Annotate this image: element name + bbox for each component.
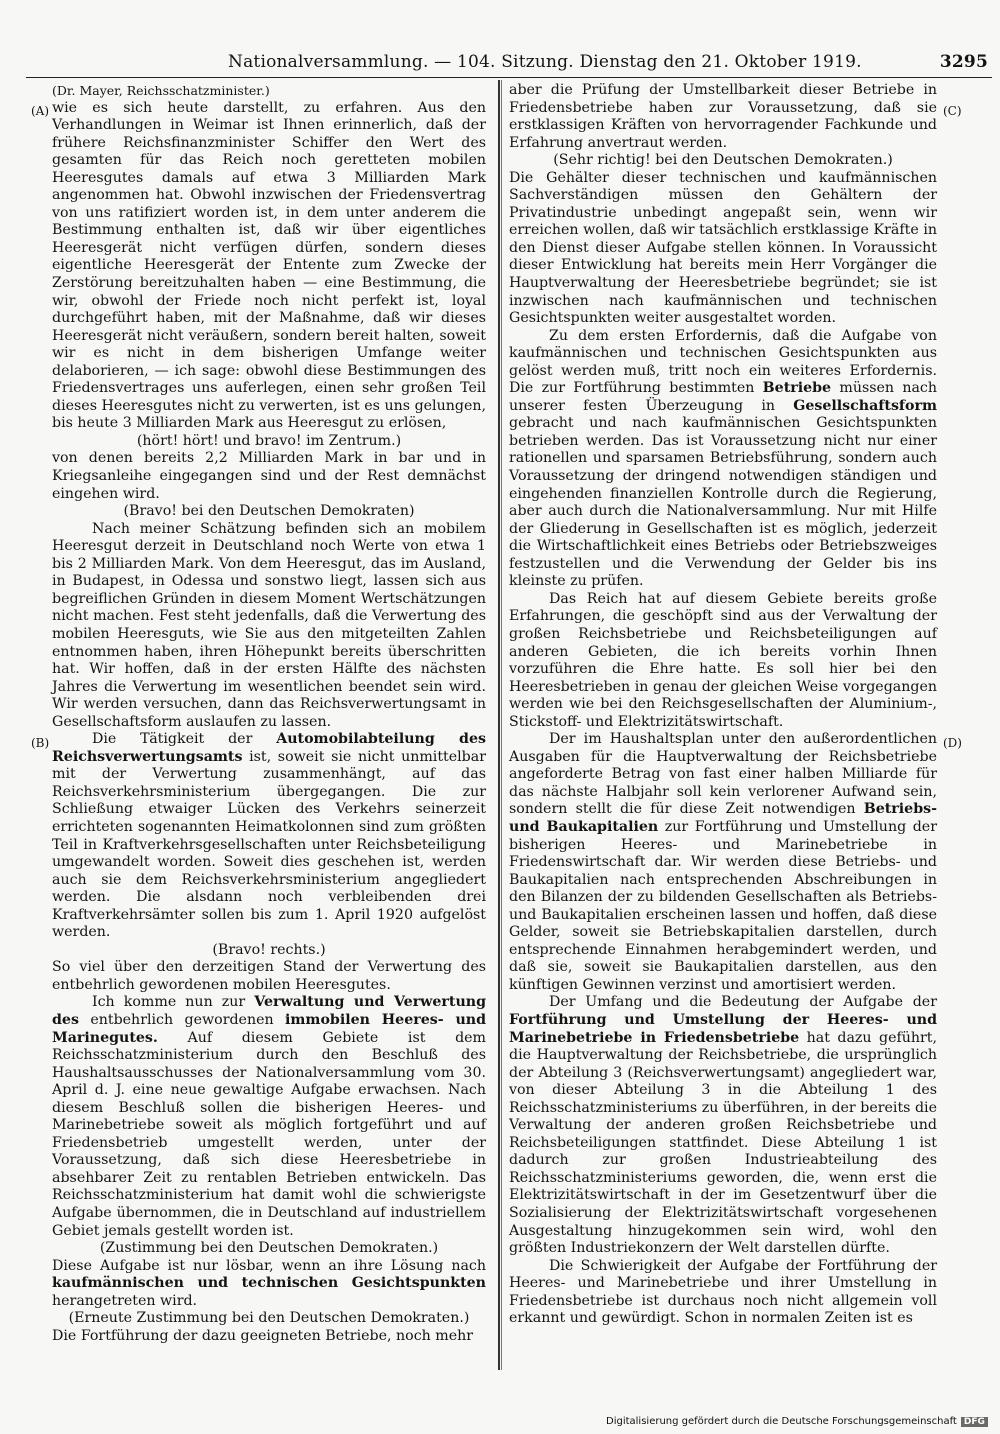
interjection: (Zustimmung bei den Deutschen Demokraten.)	[99, 1240, 439, 1257]
bold-term: Betriebe	[762, 380, 832, 397]
column-divider	[498, 80, 500, 1370]
bold-term: Gesellschaftsform	[793, 397, 937, 414]
speaker-line: (Dr. Mayer, Reichsschatzminister.)	[52, 83, 270, 98]
interjection: (Bravo! bei den Deutschen Demokraten)	[123, 503, 415, 520]
column-divider-inner	[501, 80, 502, 1370]
paragraph: Das Reich hat auf diesem Gebiete bereits große Erfahrungen, die geschöpft sind aus der Verwaltung der großen Reichsbetriebe und Reichsbeteiligungen auf anderen Gebieten, die ich bereits vorhin Ihnen vorzuführen die Ehre hatte. Es soll hier bei den Heeresbetrieben in genau der gleichen Weise vorgegangen werden wie bei den Reichsgesellschaften der Aluminium-, Stickstoff- und Elektrizitätswirtschaft.	[509, 590, 937, 730]
bold-term: kaufmännischen und technischen Gesichtspunkten	[52, 1275, 486, 1292]
paragraph: Der Umfang und die Bedeutung der Aufgabe der Fortführung und Umstellung der Heeres- und Marinebetriebe in Friedensbetriebe hat dazu geführt, die Hauptverwaltung der Reichsbetriebe, die ursprünglich der Abteilung 3 (Reichsverwertungsamt) angegliedert war, von dieser Abteilung 3 in die Abteilung 1 des Reichsschatzministeriums zu überführen, in der bereits die Verwaltung der anderen großen Reichsbetriebe und Reichsbeteiligungen stattfindet. Diese Abteilung 1 ist dadurch zur großen Industrieabteilung des Reichsschatzministeriums geworden, die, wenn erst die Elektrizitätswirtschaft in der im Gesetzentwurf über die Sozialisierung der Elektrizitätswirtschaft vorgesehenen Ausgestaltung hinzugekommen sein wird, wohl den größten Industriekonzern der Welt darstellen dürfte.	[509, 994, 937, 1257]
bold-term: Automobilabteilung des Reichsverwertungsamts	[52, 731, 486, 765]
digitization-credit	[606, 1416, 992, 1430]
paragraph: Ich komme nun zur Verwaltung und Verwertung des entbehrlich gewordenen immobilen Heeres- und Marinegutes. Auf diesem Gebiete ist dem Reichsschatzministerium durch den Beschluß des Haushaltsausschusses der Nationalversammlung vom 30. April d. J. eine neue gewaltige Aufgabe erwachsen. Nach diesem Beschluß sollen die bisherigen Heeres- und Marinebetriebe soweit als möglich fortgeführt und auf Friedensbetrieb umgestellt werden, unter der Voraussetzung, daß sich diese Heeresbetriebe in absehbarer Zeit zu rentablen Betrieben entwickeln. Das Reichsschatzministerium hat damit wohl die schwierigste Aufgabe übernommen, die in Deutschland auf industriellem Gebiet jemals gestellt worden ist.	[52, 994, 486, 1239]
header-rule	[26, 77, 992, 78]
paragraph: aber die Prüfung der Umstellbarkeit dieser Betriebe in Friedensbetriebe haben zur Voraussetzung, daß sie erstklassigen Kräften von hervorragender Fachkunde und Erfahrung anvertraut werden.	[509, 82, 937, 151]
bold-term: Fortführung und Umstellung der Heeres- und Marinebetriebe in Friedensbetriebe	[509, 1011, 937, 1046]
dfg-logo: DFG	[961, 1417, 988, 1427]
paragraph: wie es sich heute darstellt, zu erfahren. Aus den Verhandlungen in Weimar ist Ihnen erinnerlich, daß der frühere Reichsfinanzminister Schiffer den Wert des gesamten für das Reich noch geretteten mobilen Heeresgutes damals auf etwa 3 Milliarden Mark angenommen hat. Obwohl inzwischen der Friedensvertrag von uns ratifiziert worden ist, in dem unter anderem die Bestimmung enthalten ist, daß wir über eigentliches Heeresgerät nicht verfügen dürfen, sondern dieses eigentliche Heeresgerät der Entente zum Zwecke der Zerstörung bereitzuhalten haben — eine Bestimmung, die wir, obwohl der Friede noch nicht perfekt ist, loyal durchgeführt haben, mit der Maßnahme, daß wir dieses Heeresgerät nicht veräußern, sondern bereit halten, soweit wir es nicht in dem bisherigen Umfange weiter delaborieren, — ich sage: obwohl diese Bestimmungen des Friedensvertrages uns auferlegen, einen sehr großen Teil dieses Heeresgutes nicht zu verwerten, ist es uns gelungen, bis heute 3 Milliarden Mark aus Heeresgut zu erlösen,	[52, 99, 486, 432]
left-column	[52, 82, 486, 1345]
margin-marker-c: (C)	[943, 104, 962, 118]
running-title: Nationalversammlung. — 104. Sitzung. Dienstag den 21. Oktober 1919.	[228, 52, 862, 72]
page-number: 3295	[939, 52, 988, 72]
paragraph: von denen bereits 2,2 Milliarden Mark in bar und in Kriegsanleihe eingegangen sind und der Rest demnächst eingehen wird.	[52, 450, 486, 502]
bold-term: Verwaltung und Verwertung des	[52, 994, 486, 1028]
paragraph: Die Fortführung der dazu geeigneten Betriebe, noch mehr	[52, 1327, 474, 1344]
paragraph: So viel über den derzeitigen Stand der Verwertung des entbehrlich gewordenen mobilen Heeresgutes.	[52, 959, 486, 993]
paragraph: Zu dem ersten Erfordernis, daß die Aufgabe von kaufmännischen und technischen Gesichtspunkten aus gelöst werden muß, tritt noch ein weiteres Erfordernis. Die zur Fortführung bestimmten Betriebe müssen nach unserer festen Überzeugung in Gesellschaftsform gebracht und nach kaufmännischen Gesichtspunkten betrieben werden. Das ist Voraussetzung nicht nur einer rationellen und sparsamen Betriebsführung, sondern auch Voraussetzung der dringend notwendigen ständigen und eingehenden finanziellen Kontrolle durch die Regierung, aber auch durch die Nationalversammlung. Nur mit Hilfe der Gliederung in Gesellschaften ist es möglich, jederzeit die Wirtschaftlichkeit eines Betriebs oder Betriebszweiges festzustellen und die Verwendung der Gelder bis ins kleinste zu prüfen.	[509, 327, 937, 590]
credit-text: Digitalisierung gefördert durch die Deutsche Forschungsgemeinschaft	[606, 1416, 957, 1427]
margin-marker-a: (A)	[31, 104, 50, 118]
paragraph: Die Schwierigkeit der Aufgabe der Fortführung der Heeres- und Marinebetriebe und ihrer Umstellung in Friedensbetriebe ist durchaus noch nicht allgemein voll erkannt und gewürdigt. Schon in normalen Zeiten ist es	[509, 1257, 937, 1327]
paragraph: Die Gehälter dieser technischen und kaufmännischen Sachverständigen müssen den Gehältern der Privatindustrie unbedingt angepaßt sein, wenn wir erreichen wollen, daß wir tatsächlich erstklassige Kräfte in den Dienst dieser Aufgabe stellen können. In Voraussicht dieser Entwicklung hat bereits mein Herr Vorgänger die Hauptverwaltung der Heeresbetriebe begründet; sie ist inzwischen nach kaufmännischen und technischen Gesichtspunkten weiter ausgestaltet worden.	[509, 169, 937, 327]
interjection: (Erneute Zustimmung bei den Deutschen Demokraten.)	[68, 1310, 470, 1327]
page-header	[26, 52, 994, 76]
margin-marker-b: (B)	[31, 736, 50, 750]
bold-term: Betriebs- und Baukapitalien	[509, 801, 937, 835]
paragraph: Die Tätigkeit der Automobilabteilung des Reichsverwertungsamts ist, soweit sie nicht unmittelbar mit der Verwertung zusammenhängt, auf das Reichsverkehrsministerium übergegangen. Die zur Schließung etwaiger Lücken des Verkehrs seinerzeit errichteten sogenannten Heimatkolonnen sind zum größten Teil in Kraftverkehrsgesellschaften unter Reichsbeteiligung umgewandelt worden. Soweit dies geschehen ist, werden auch sie dem Reichsverkehrsministerium angegliedert werden. Die alsdann noch verbleibenden drei Kraftverkehrsämter sollen bis zum 1. April 1920 aufgelöst werden.	[52, 731, 486, 941]
paragraph: Der im Haushaltsplan unter den außerordentlichen Ausgaben für die Hauptverwaltung der Reichsbetriebe angeforderte Betrag von fast einer halben Milliarde für das nächste Halbjahr soll kein verlorener Aufwand sein, sondern stellt die für diese Zeit notwendigen Betriebs- und Baukapitalien zur Fortführung und Umstellung der bisherigen Heeres- und Marinebetriebe in Friedenswirtschaft dar. Wir werden diese Betriebs- und Baukapitalien nach entsprechenden Abschreibungen in den Bilanzen der zu bildenden Gesellschaften als Betriebs- und Baukapitalien erscheinen lassen und hoffen, daß diese Gelder, soweit sie Betriebskapitalien darstellen, durch entsprechende Einnahmen herabgemindert werden, und daß sie, soweit sie Baukapitalien darstellen, aus den künftigen Gewinnen verzinst und amortisiert werden.	[509, 731, 937, 993]
bold-term: immobilen Heeres- und Marinegutes.	[52, 1011, 486, 1046]
paragraph: Nach meiner Schätzung befinden sich an mobilem Heeresgut derzeit in Deutschland noch Werte von etwa 1 bis 2 Milliarden Mark. Von dem Heeresgut, das im Ausland, in Budapest, in Odessa und sonstwo liegt, lassen sich aus begreiflichen Gründen in diesem Moment Wertschätzungen nicht machen. Fest steht jedenfalls, daß die Verwertung des mobilen Heeresguts, wie Sie aus den mitgeteilten Zahlen entnommen haben, ihren Höhepunkt bereits überschritten hat. Wir hoffen, daß in der ersten Hälfte des nächsten Jahres die Verwertung im wesentlichen beendet sein wird. Wir werden versuchen, dann das Reichsverwertungsamt in Gesellschaftsform auslaufen zu lassen.	[52, 520, 486, 730]
interjection: (Sehr richtig! bei den Deutschen Demokraten.)	[553, 152, 893, 169]
right-column	[509, 82, 937, 1328]
margin-marker-d: (D)	[943, 736, 962, 750]
paragraph: Diese Aufgabe ist nur lösbar, wenn an ihre Lösung nach kaufmännischen und technischen Gesichtspunkten herangetreten wird.	[52, 1257, 486, 1309]
interjection: (hört! hört! und bravo! im Zentrum.)	[136, 432, 402, 449]
interjection: (Bravo! rechts.)	[212, 941, 326, 958]
